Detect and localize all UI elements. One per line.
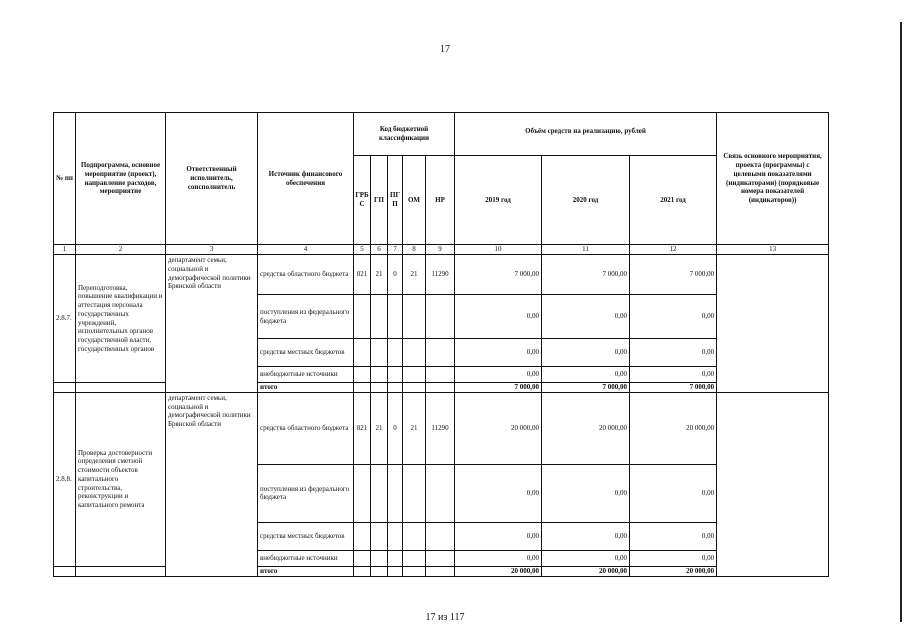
amount-2019: 20 000,00 [455,392,542,464]
column-numbers-row [54,245,829,255]
funding-source: поступления из федерального бюджета [258,295,354,339]
code-grbs [354,550,371,566]
amount-2019: 0,00 [455,550,542,566]
amount-2021: 0,00 [630,295,717,339]
row-number: 2.8.7. [54,255,76,383]
code-pgp [388,522,403,550]
code-pgp [388,339,403,367]
code-pgp [388,367,403,383]
amount-2019: 0,00 [455,464,542,522]
row-number: 2.8.8. [54,392,76,566]
code-nr [426,339,455,367]
amount-2020: 0,00 [542,522,630,550]
executor: департамент семьи, социальной и демографической политики Брянской области [166,392,258,576]
measure-name: Проверка достоверности определения сметной стоимости объектов капитального строительства, реконструкции и капитального ремонта [76,392,166,566]
measure-name-empty [76,383,166,393]
col-number: 8 [403,245,426,255]
code-grbs [354,464,371,522]
total-label: итого [258,566,354,576]
page-footer: 17 из 117 [425,612,465,623]
amount-2020: 0,00 [542,295,630,339]
total-2020: 20 000,00 [542,566,630,576]
code-pgp: 0 [388,392,403,464]
funding-source: средства местных бюджетов [258,339,354,367]
row-number-empty [54,566,76,576]
amount-2019: 0,00 [455,522,542,550]
col-number: 4 [258,245,354,255]
page-number: 17 [440,44,450,55]
code-om [403,367,426,383]
amount-2021: 0,00 [630,550,717,566]
funding-source: средства областного бюджета [258,255,354,295]
col-number: 11 [542,245,630,255]
code-pgp [388,464,403,522]
code-grbs [354,383,371,393]
funding-source: средства областного бюджета [258,392,354,464]
budget-table [53,112,829,577]
code-grbs [354,339,371,367]
code-om [403,464,426,522]
col-number: 9 [426,245,455,255]
code-gp [371,522,388,550]
funding-source: внебюджетные источники [258,550,354,566]
code-om [403,566,426,576]
measure-name: Переподготовка, повышение квалификации и аттестация персонала государственных учреждений, исполнительных органов государственной власти, государственных органов [76,255,166,383]
header-executor: Ответственный исполнитель, соисполнитель [166,113,258,245]
header-pgp: ПГ П [388,156,403,245]
code-grbs [354,566,371,576]
code-om [403,522,426,550]
total-label: итого [258,383,354,393]
table-row [54,392,829,464]
code-gp: 21 [371,255,388,295]
amount-2019: 7 000,00 [455,255,542,295]
code-gp [371,367,388,383]
total-2019: 20 000,00 [455,566,542,576]
amount-2019: 0,00 [455,367,542,383]
code-pgp [388,383,403,393]
code-gp [371,339,388,367]
code-gp [371,550,388,566]
code-om [403,339,426,367]
code-om [403,295,426,339]
code-grbs: 821 [354,255,371,295]
amount-2021: 0,00 [630,522,717,550]
header-subprogram: Подпрограмма, основное мероприятие (проект), направление расходов, мероприятие [76,113,166,245]
code-grbs: 821 [354,392,371,464]
amount-2021: 0,00 [630,339,717,367]
code-nr [426,566,455,576]
executor: департамент семьи, социальной и демографической политики Брянской области [166,255,258,393]
amount-2021: 7 000,00 [630,255,717,295]
code-om: 21 [403,255,426,295]
amount-2021: 0,00 [630,464,717,522]
amount-2021: 0,00 [630,367,717,383]
code-pgp [388,566,403,576]
col-number: 12 [630,245,717,255]
col-number: 2 [76,245,166,255]
funding-source: внебюджетные источники [258,367,354,383]
amount-2020: 20 000,00 [542,392,630,464]
col-number: 6 [371,245,388,255]
header-2021: 2021 год [630,156,717,245]
header-budget-code: Код бюджетной классификации [354,113,455,156]
amount-2020: 0,00 [542,367,630,383]
code-pgp [388,295,403,339]
header-2020: 2020 год [542,156,630,245]
code-om [403,383,426,393]
measure-name-empty [76,566,166,576]
col-number: 1 [54,245,76,255]
amount-2020: 0,00 [542,550,630,566]
amount-2020: 7 000,00 [542,255,630,295]
amount-2019: 0,00 [455,339,542,367]
code-grbs [354,295,371,339]
col-number: 5 [354,245,371,255]
header-source: Источник финансового обеспечения [258,113,354,245]
code-gp [371,295,388,339]
header-link-indicators: Связь основного мероприятия, проекта (программы) с целевыми показателями (индикаторами) (порядковые номера показателей (индикаторов)) [717,113,829,245]
amount-2019: 0,00 [455,295,542,339]
code-nr [426,522,455,550]
header-no: № пп [54,113,76,245]
total-2020: 7 000,00 [542,383,630,393]
indicator-link [717,392,829,576]
total-2021: 20 000,00 [630,566,717,576]
col-number: 7 [388,245,403,255]
code-om: 21 [403,392,426,464]
header-amount: Объём средств на реализацию, рублей [455,113,717,156]
code-grbs [354,367,371,383]
code-gp [371,566,388,576]
amount-2021: 20 000,00 [630,392,717,464]
total-2021: 7 000,00 [630,383,717,393]
code-gp: 21 [371,392,388,464]
code-nr [426,550,455,566]
code-gp [371,464,388,522]
code-nr: 11290 [426,392,455,464]
indicator-link [717,255,829,393]
code-nr: 11290 [426,255,455,295]
header-nr: НР [426,156,455,245]
col-number: 3 [166,245,258,255]
col-number: 10 [455,245,542,255]
table-row [54,255,829,295]
header-grbs: ГРБ С [354,156,371,245]
amount-2020: 0,00 [542,464,630,522]
code-pgp: 0 [388,255,403,295]
total-2019: 7 000,00 [455,383,542,393]
header-2019: 2019 год [455,156,542,245]
header-gp: ГП [371,156,388,245]
code-pgp [388,550,403,566]
code-nr [426,367,455,383]
col-number: 13 [717,245,829,255]
code-nr [426,464,455,522]
amount-2020: 0,00 [542,339,630,367]
code-om [403,550,426,566]
row-number-empty [54,383,76,393]
funding-source: средства местных бюджетов [258,522,354,550]
funding-source: поступления из федерального бюджета [258,464,354,522]
code-nr [426,383,455,393]
code-gp [371,383,388,393]
code-grbs [354,522,371,550]
scan-edge-line [900,22,902,622]
code-nr [426,295,455,339]
header-om: ОМ [403,156,426,245]
